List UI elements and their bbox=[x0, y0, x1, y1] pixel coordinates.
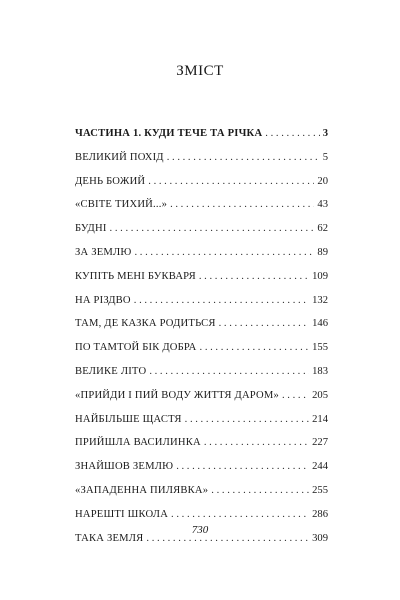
toc-entry-title: ДЕНЬ БОЖИЙ bbox=[75, 175, 146, 187]
toc-entry-title: «ЗАПАДЕННА ПИЛЯВКА» bbox=[75, 484, 209, 496]
toc-entry-page-number: 132 bbox=[312, 294, 328, 306]
toc-entry-page-number: 309 bbox=[312, 532, 328, 544]
dot-leader bbox=[265, 127, 319, 141]
toc-entry-title: НАЙБІЛЬШЕ ЩАСТЯ bbox=[75, 413, 182, 425]
toc-entry-page-number: 3 bbox=[322, 128, 328, 139]
toc-entry bbox=[75, 294, 328, 318]
toc-entry-page-number: 183 bbox=[312, 365, 328, 377]
toc-entry-page-number: 286 bbox=[312, 508, 328, 520]
table-of-contents bbox=[75, 127, 328, 555]
toc-entry bbox=[75, 317, 328, 341]
toc-entry bbox=[75, 175, 328, 199]
toc-entry-title: КУПІТЬ МЕНІ БУКВАРЯ bbox=[75, 270, 196, 282]
page-title: ЗМІСТ bbox=[176, 63, 224, 79]
toc-entry-page-number: 227 bbox=[312, 437, 328, 449]
toc-entry bbox=[75, 436, 328, 460]
toc-entry-title: ТАМ, ДЕ КАЗКА РОДИТЬСЯ bbox=[75, 318, 216, 330]
toc-entry-title: ЗНАЙШОВ ЗЕМЛЮ bbox=[75, 461, 174, 473]
toc-entry bbox=[75, 151, 328, 175]
toc-entry-title: ПРИЙШЛА ВАСИЛИНКА bbox=[75, 437, 201, 449]
dot-leader bbox=[167, 151, 320, 165]
toc-entry bbox=[75, 341, 328, 365]
dot-leader bbox=[134, 294, 309, 308]
toc-entry-page-number: 109 bbox=[312, 270, 328, 282]
toc-entry bbox=[75, 484, 328, 508]
toc-entry bbox=[75, 198, 328, 222]
dot-leader bbox=[282, 389, 309, 403]
dot-leader bbox=[134, 246, 314, 260]
toc-entry-page-number: 255 bbox=[312, 484, 328, 496]
toc-entry-page-number: 5 bbox=[322, 151, 328, 163]
toc-entry-page-number: 89 bbox=[317, 246, 328, 258]
toc-entry-title: ВЕЛИКИЙ ПОХІД bbox=[75, 151, 164, 163]
toc-entry-title: ПО ТАМТОЙ БІК ДОБРА bbox=[75, 342, 197, 354]
toc-entry-title: «ПРИЙДИ І ПИЙ ВОДУ ЖИТТЯ ДАРОМ» bbox=[75, 389, 279, 401]
toc-entry-page-number: 43 bbox=[317, 199, 328, 211]
toc-entry-title: НАРЕШТІ ШКОЛА bbox=[75, 508, 169, 520]
toc-entry bbox=[75, 460, 328, 484]
page-number: 730 bbox=[191, 524, 209, 536]
dot-leader bbox=[199, 270, 309, 284]
toc-entry-title: ЗА ЗЕМЛЮ bbox=[75, 246, 132, 258]
dot-leader bbox=[148, 175, 314, 189]
dot-leader bbox=[149, 365, 309, 379]
toc-entry-page-number: 214 bbox=[312, 413, 328, 425]
dot-leader bbox=[200, 341, 310, 355]
toc-entry-title: ЧАСТИНА 1. КУДИ ТЕЧЕ ТА РІЧКА bbox=[75, 128, 263, 139]
toc-entry bbox=[75, 222, 328, 246]
toc-entry-page-number: 205 bbox=[312, 389, 328, 401]
toc-entry-page-number: 146 bbox=[312, 318, 328, 330]
toc-entry-page-number: 155 bbox=[312, 342, 328, 354]
dot-leader bbox=[219, 317, 309, 331]
dot-leader bbox=[204, 436, 309, 450]
toc-entry bbox=[75, 365, 328, 389]
toc-entry bbox=[75, 413, 328, 437]
dot-leader bbox=[211, 484, 309, 498]
toc-part-heading bbox=[75, 127, 328, 151]
toc-entry-title: БУДНІ bbox=[75, 223, 107, 235]
dot-leader bbox=[171, 508, 309, 522]
dot-leader bbox=[170, 198, 314, 212]
toc-entry bbox=[75, 270, 328, 294]
dot-leader bbox=[176, 460, 309, 474]
toc-entry-page-number: 244 bbox=[312, 461, 328, 473]
toc-entry-title: «СВІТЕ ТИХИЙ...» bbox=[75, 199, 168, 211]
toc-entry-title: НА РІЗДВО bbox=[75, 294, 131, 306]
dot-leader bbox=[110, 222, 315, 236]
toc-entry bbox=[75, 246, 328, 270]
toc-entry-title: ТАКА ЗЕМЛЯ bbox=[75, 532, 144, 544]
toc-entry bbox=[75, 389, 328, 413]
toc-entry-page-number: 62 bbox=[317, 223, 328, 235]
toc-entry-page-number: 20 bbox=[317, 175, 328, 187]
toc-entry-title: ВЕЛИКЕ ЛІТО bbox=[75, 365, 147, 377]
dot-leader bbox=[185, 413, 309, 427]
